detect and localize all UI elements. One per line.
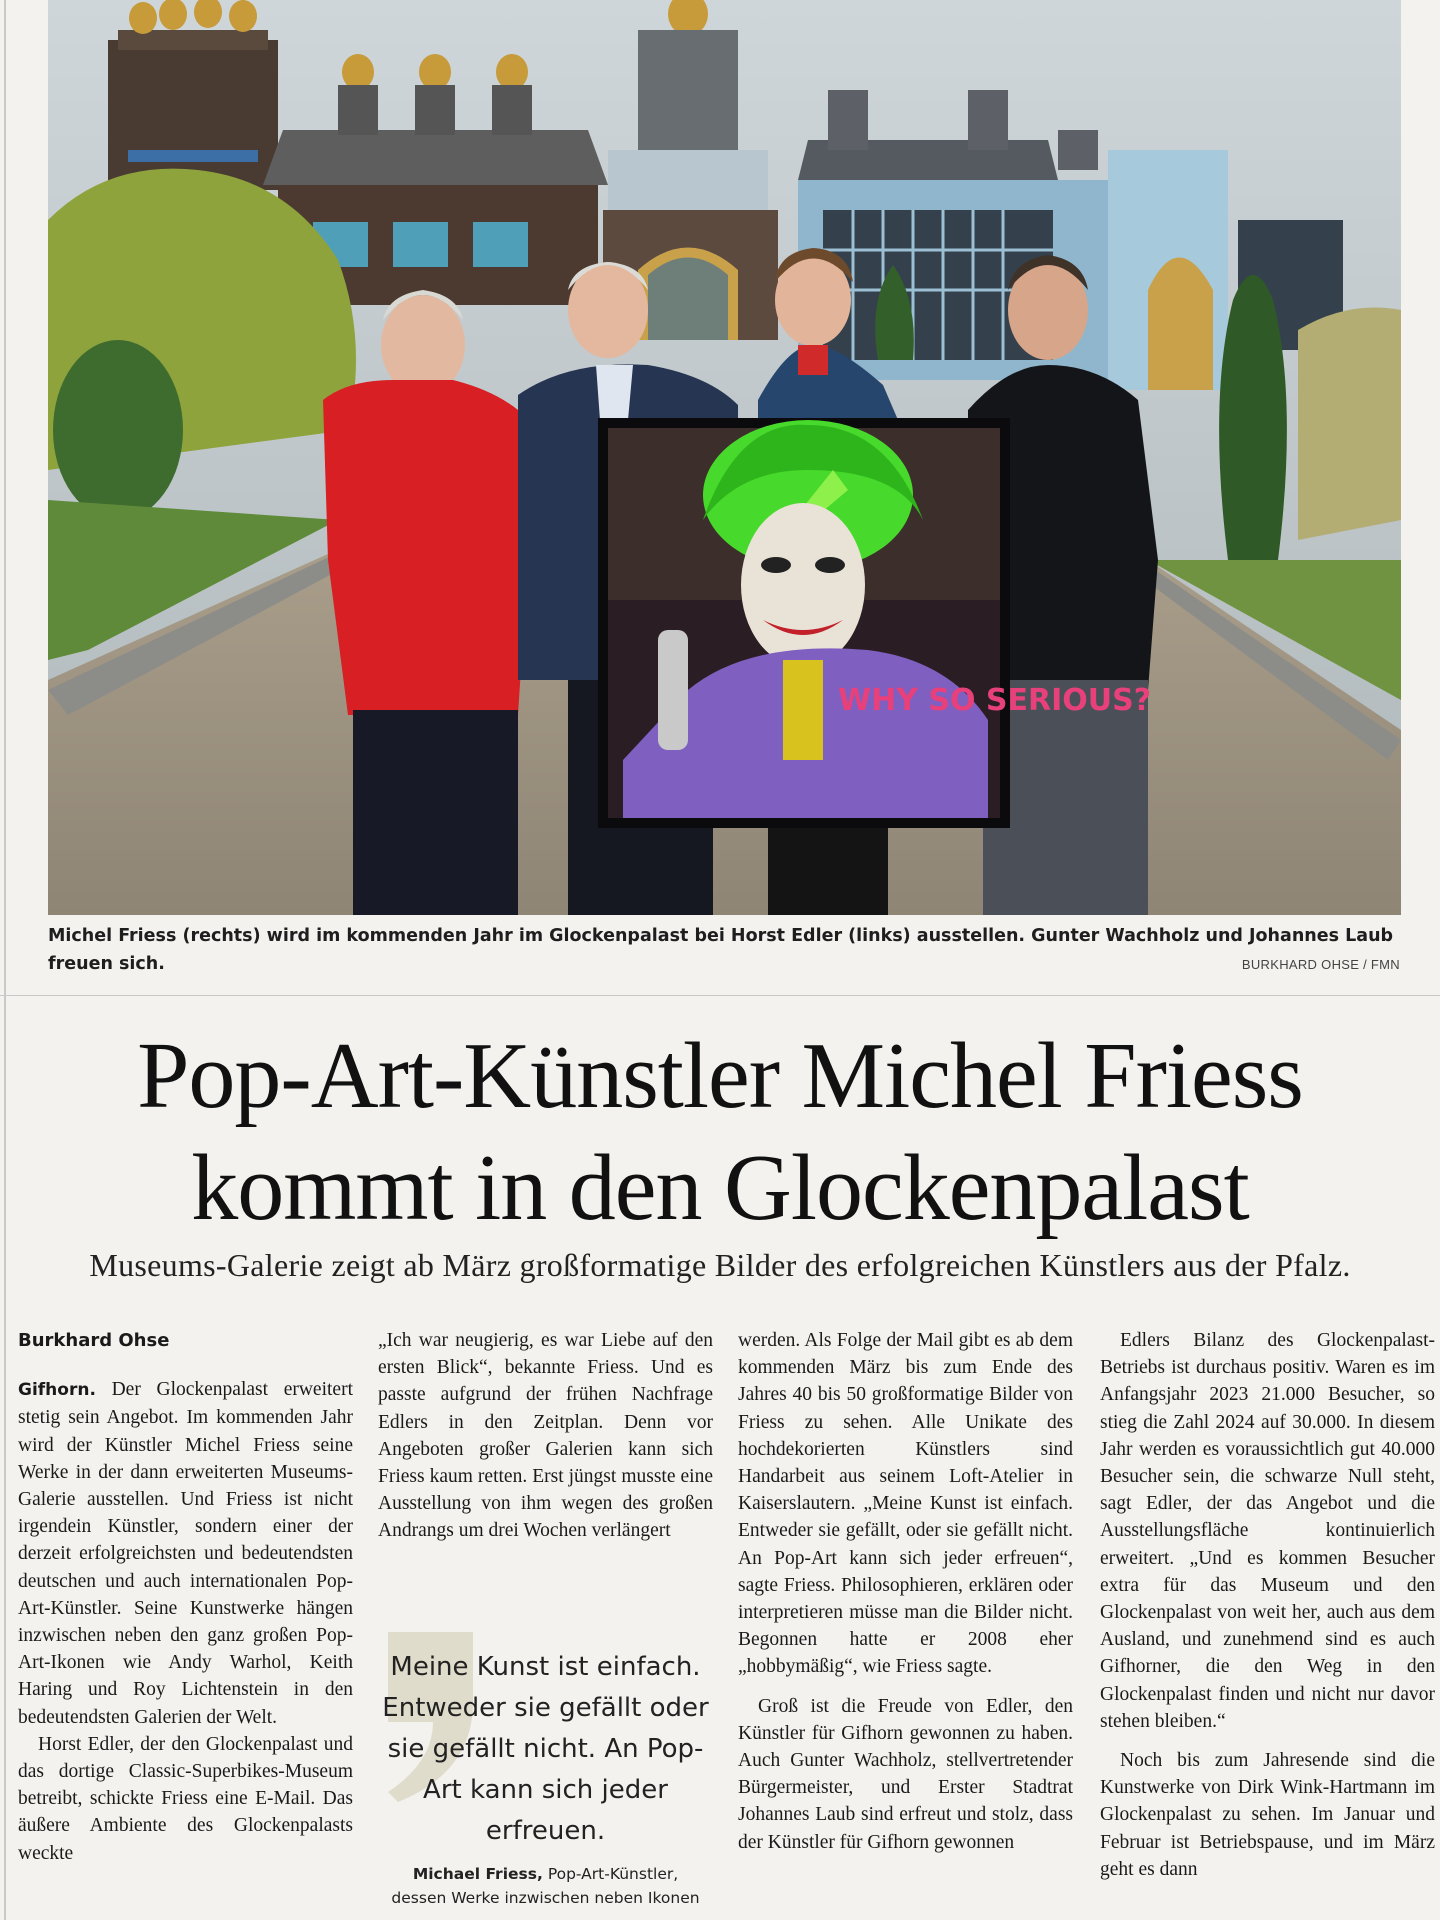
photo-credit: BURKHARD OHSE / FMN xyxy=(1241,957,1400,972)
article-column-4 xyxy=(1100,1327,1435,1883)
dateline: Gifhorn. xyxy=(18,1380,96,1401)
article-column-1 xyxy=(18,1327,353,1867)
column-1-paragraph-2: Horst Edler, der den Glockenpalast und das dortige Classic-Superbikes-Museum betreibt, schickte Friess eine E-Mail. Das äußere Ambiente des Glockenpalasts weckte xyxy=(18,1733,353,1864)
quote-author: Michael Friess, xyxy=(412,1865,543,1883)
author-byline: Burkhard Ohse xyxy=(18,1330,170,1351)
quote-role: Pop-Art-Künstler, xyxy=(547,1865,679,1883)
pull-quote: Meine Kunst ist einfach. Entweder sie gefällt oder sie gefällt nicht. An Pop-Art kann sich jeder erfreuen. xyxy=(382,1652,709,1846)
painting-text: WHY SO SERIOUS? xyxy=(838,683,1152,718)
article-column-2 xyxy=(378,1327,713,1545)
section-divider xyxy=(0,995,1440,996)
article-column-3 xyxy=(738,1327,1073,1856)
page-edge-line xyxy=(4,0,6,1920)
article-headline xyxy=(0,1020,1440,1244)
photo-illustration xyxy=(48,0,1401,915)
article-subhead: Museums-Galerie zeigt ab März großformatige Bilder des erfolgreichen Künstlers aus der Pfalz. xyxy=(89,1247,1351,1283)
headline-line-2: kommt in den Glockenpalast xyxy=(191,1136,1249,1240)
column-1-paragraph-1-text: Der Glockenpalast erweitert stetig sein Angebot. Im kommenden Jahr wird der Künstler Michel Friess seine Werke in der dann erweiterten Museums-Galerie ausstellen. Und Friess ist nicht irgendein Künstler, sondern einer der derzeit erfolgreichsten und bedeutendsten deutschen und auch internationalen Pop-Art-Künstler. Seine Kunstwerke hängen inzwischen neben den ganz großen Pop-Art-Ikonen wie Andy Warhol, Keith Haring und Roy Lichtenstein in den bedeutendsten Galerien der Welt. xyxy=(18,1379,353,1728)
column-4-paragraph-1: Edlers Bilanz des Glockenpalast-Betriebs ist durchaus positiv. Waren es im Anfangsjahr 2023 21.000 Besucher, so stieg die Zahl 2024 auf 30.000. In diesem Jahr werden es voraussichtlich gut 40.000 Besucher sein, die schwarze Null steht, sagt Edler, der das Angebot und die Ausstellungsfläche kontinuierlich erweitert. „Und es kommen Besucher extra für das Museum und den Glockenpalast von weit her, auch aus dem Ausland, und zunehmend sind es auch Gifhorner, die den Weg in den Glockenpalast finden und nicht nur davor stehen bleiben.“ xyxy=(1100,1330,1435,1732)
pull-quote-attribution xyxy=(378,1862,713,1910)
column-3-paragraph-2: Groß ist die Freude von Edler, den Künstler für Gifhorn gewonnen zu haben. Auch Gunter Wachholz, stellvertretender Bürgermeister, und Erster Stadtrat Johannes Laub sind erfreut und stolz, dass der Künstler für Gifhorn gewonnen xyxy=(738,1695,1073,1853)
column-1-paragraph-1 xyxy=(18,1376,353,1731)
article-photo xyxy=(48,0,1401,915)
photo-caption: Michel Friess (rechts) wird im kommenden Jahr im Glockenpalast bei Horst Edler (links) ausstellen. Gunter Wachholz und Johannes Laub freuen sich. xyxy=(48,926,1394,974)
headline-line-1: Pop-Art-Künstler Michel Friess xyxy=(137,1024,1303,1128)
column-4-paragraph-2: Noch bis zum Jahresende sind die Kunstwerke von Dirk Wink-Hartmann im Glockenpalast zu sehen. Im Januar und Februar ist Betriebspause, und im März geht es dann xyxy=(1100,1750,1435,1880)
column-2-paragraph-1: „Ich war neugierig, es war Liebe auf den ersten Blick“, bekannte Friess. Und es passte aufgrund der frühen Nachfrage Edlers in den Zeitplan. Denn vor Angeboten großer Galerien kann sich Friess kaum retten. Erst jüngst musste eine Ausstellung von ihm wegen des großen Andrangs um drei Wochen verlängert xyxy=(378,1330,713,1542)
column-3-paragraph-1: werden. Als Folge der Mail gibt es ab dem kommenden März bis zum Ende des Jahres 40 bis 50 großformatige Bilder von Friess zu sehen. Alle Unikate des hochdekorierten Künstlers sind Handarbeit aus seinem Loft-Atelier in Kaiserslautern. „Meine Kunst ist einfach. Entweder sie gefällt, oder sie gefällt nicht. An Pop-Art kann sich jeder erfreuen“, sagte Friess. Philosophieren, erklären oder interpretieren müsse man die Bilder nicht. Begonnen hatte er 2008 eher „hobbymäßig“, wie Friess sagte. xyxy=(738,1330,1073,1678)
quote-role-line-2: dessen Werke inzwischen neben Ikonen xyxy=(391,1889,700,1907)
